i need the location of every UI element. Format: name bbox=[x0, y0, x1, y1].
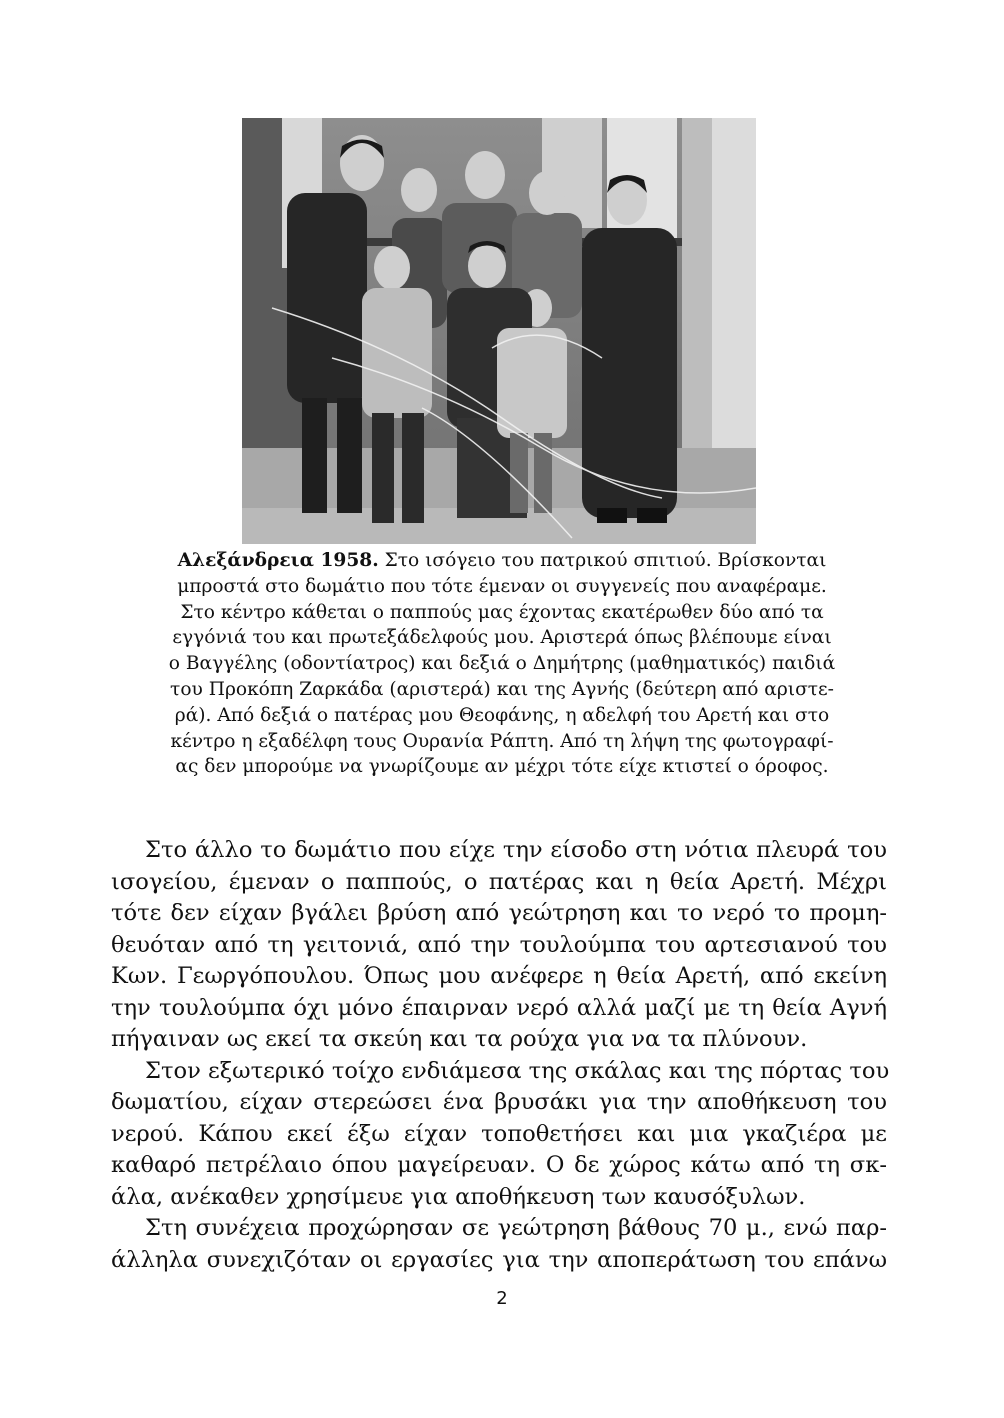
caption-line: μπροστά στο δωμάτιο που τότε έμεναν οι συγγενείς που αναφέραμε. bbox=[177, 575, 827, 597]
caption-line-1 bbox=[128, 548, 876, 574]
paragraph-line: δωματίου, είχαν στερεώσει ένα βρυσάκι για την αποθήκευση του bbox=[111, 1089, 887, 1115]
page-number: 2 bbox=[496, 1288, 508, 1309]
paragraph-line: Στη συνέχεια προχώρησαν σε γεώτρηση βάθους 70 μ., ενώ παρ- bbox=[145, 1215, 887, 1241]
paragraph-line: άλληλα συνεχιζόταν οι εργασίες για την αποπεράτωση του επάνω bbox=[111, 1246, 887, 1273]
paragraph-line: καθαρό πετρέλαιο όπου μαγείρευαν. Ο δε χώρος κάτω από τη σκ- bbox=[111, 1152, 887, 1178]
paragraph-line: θευόταν από τη γειτονιά, από την τουλούμπα του αρτεσιανού του bbox=[111, 931, 887, 958]
paragraph-line: άλα, ανέκαθεν χρησίμευε για αποθήκευση των καυσόξυλων. bbox=[111, 1183, 806, 1210]
paragraph-line: Κων. Γεωργόπουλου. Όπως μου ανέφερε η θεία Αρετή, από εκείνη bbox=[111, 963, 887, 989]
caption-line: ας δεν μπορούμε να γνωρίζουμε αν μέχρι τότε είχε κτιστεί ο όροφος. bbox=[175, 756, 829, 778]
paragraph-line: τότε δεν είχαν βγάλει βρύση από γεώτρηση και το νερό το προμη- bbox=[111, 900, 887, 926]
paragraph-line: Στο άλλο το δωμάτιο που είχε την είσοδο στη νότια πλευρά του bbox=[145, 837, 887, 863]
caption-lead: Αλεξάνδρεια 1958. bbox=[177, 550, 379, 571]
body-text bbox=[111, 835, 890, 1276]
caption-line: του Προκόπη Ζαρκάδα (αριστερά) και της Αγνής (δεύτερη από αριστε- bbox=[170, 678, 834, 700]
paragraph-line: την τουλούμπα όχι μόνο έπαιρναν νερό αλλά μαζί με τη θεία Αγνή bbox=[111, 994, 887, 1021]
caption-line-text: Στο ισόγειο του πατρικού σπιτιού. Βρίσκονται bbox=[378, 550, 827, 571]
caption-line: εγγόνιά του και πρωτεξάδελφούς μου. Αριστερά όπως βλέπουμε είναι bbox=[172, 627, 832, 649]
caption-line: Στο κέντρο κάθεται ο παππούς μας έχοντας εκατέρωθεν δύο από τα bbox=[180, 601, 824, 623]
caption-line: ρά). Από δεξιά ο πατέρας μου Θεοφάνης, η αδελφή του Αρετή και στο bbox=[174, 704, 830, 726]
paragraph-line: πήγαιναν ως εκεί τα σκεύη και τα ρούχα για να τα πλύνουν. bbox=[111, 1026, 808, 1052]
family-photo-illustration bbox=[242, 118, 756, 544]
family-photo bbox=[242, 118, 756, 544]
caption-line: ο Βαγγέλης (οδοντίατρος) και δεξιά ο Δημήτρης (μαθηματικός) παιδιά bbox=[168, 653, 836, 675]
caption-line: κέντρο η εξαδέλφη τους Ουρανία Ράπτη. Από τη λήψη της φωτογραφί- bbox=[170, 730, 834, 752]
paragraph-line: Στον εξωτερικό τοίχο ενδιάμεσα της σκάλας και της πόρτας του bbox=[145, 1057, 890, 1084]
paragraph-line: νερού. Κάπου εκεί έξω είχαν τοποθετήσει και μια γκαζιέρα με bbox=[111, 1120, 887, 1147]
photo-caption bbox=[128, 548, 876, 780]
paragraph-line: ισογείου, έμεναν ο παππούς, ο πατέρας και η θεία Αρετή. Μέχρι bbox=[111, 868, 887, 895]
